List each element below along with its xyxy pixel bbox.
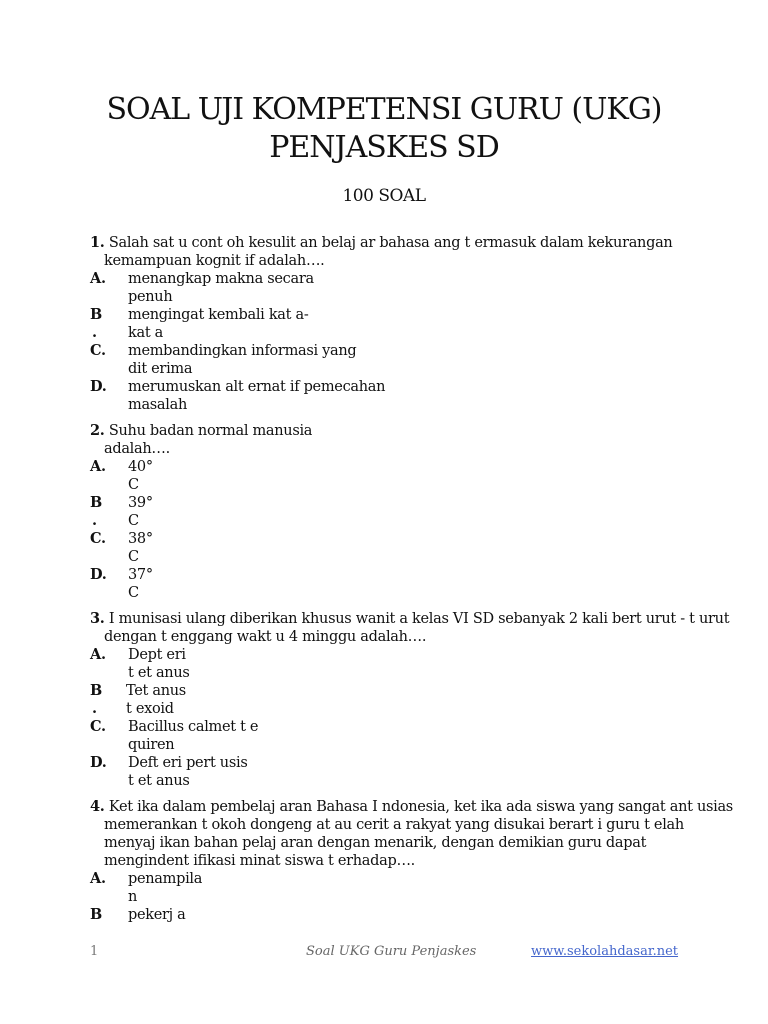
option-text: t et anus xyxy=(128,665,190,681)
page-title-line1: SOAL UJI KOMPETENSI GURU (UKG) xyxy=(106,92,662,127)
option-text: kat a xyxy=(128,325,164,341)
option-text: C xyxy=(128,549,139,565)
option-letter: B xyxy=(90,682,102,699)
question-text: menyaj ikan bahan pelaj aran dengan menarik, dengan demikian guru dapat xyxy=(104,835,647,851)
question-text: Salah sat u cont oh kesulit an belaj ar bahasa ang t ermasuk dalam kekurangan xyxy=(108,235,673,251)
option-text: C xyxy=(128,513,139,529)
option-letter: D. xyxy=(90,754,107,771)
question-1 xyxy=(90,234,672,270)
question-text: Suhu badan normal manusia xyxy=(108,423,313,439)
option-text: t exoid xyxy=(126,701,174,717)
page-title-line2: PENJASKES SD xyxy=(269,130,499,165)
option-letter-dot: . xyxy=(92,700,97,717)
question-text: adalah…. xyxy=(104,441,170,457)
option-text: 40° xyxy=(128,459,153,475)
option-text: Dept eri xyxy=(128,647,186,663)
option-letter-dot: . xyxy=(92,512,97,529)
question-3 xyxy=(90,610,729,646)
option-text: n xyxy=(128,889,138,905)
question-text: Ket ika dalam pembelaj aran Bahasa I ndonesia, ket ika ada siswa yang sangat ant usias xyxy=(108,799,733,815)
question-text: I munisasi ulang diberikan khusus wanit a kelas VI SD sebanyak 2 kali bert urut - t urut xyxy=(108,611,730,627)
question-text: mengindent ifikasi minat siswa t erhadap…. xyxy=(104,853,415,869)
option-text: C xyxy=(128,477,139,493)
option-text: masalah xyxy=(128,397,188,413)
option-text: mengingat kembali kat a- xyxy=(128,307,309,323)
footer-title: Soal UKG Guru Penjaskes xyxy=(306,944,477,959)
option-text: pekerj a xyxy=(128,907,186,923)
option-text: menangkap makna secara xyxy=(128,271,314,287)
option-letter: D. xyxy=(90,566,107,583)
option-text: dit erima xyxy=(128,361,193,377)
option-text: 37° xyxy=(128,567,153,583)
question-number: 3. xyxy=(90,610,105,627)
option-text: penampila xyxy=(128,871,203,887)
page-number: 1 xyxy=(90,944,99,959)
option-letter: A. xyxy=(90,646,106,663)
option-text: quiren xyxy=(128,737,175,753)
option-letter: A. xyxy=(90,870,106,887)
option-letter: C. xyxy=(90,718,106,735)
question-number: 2. xyxy=(90,422,105,439)
option-letter: B xyxy=(90,306,102,323)
option-letter: B xyxy=(90,494,102,511)
option-text: 38° xyxy=(128,531,153,547)
option-letter: A. xyxy=(90,270,106,287)
option-letter: C. xyxy=(90,342,106,359)
option-text: Tet anus xyxy=(126,683,186,699)
option-text: merumuskan alt ernat if pemecahan xyxy=(128,379,386,395)
option-letter: C. xyxy=(90,530,106,547)
option-letter: A. xyxy=(90,458,106,475)
option-text: t et anus xyxy=(128,773,190,789)
question-text: memerankan t okoh dongeng at au cerit a rakyat yang disukai berart i guru t elah xyxy=(104,817,684,833)
option-text: 39° xyxy=(128,495,153,511)
option-text: Deft eri pert usis xyxy=(128,755,248,771)
question-4 xyxy=(90,798,733,870)
option-text: C xyxy=(128,585,139,601)
page-subtitle: 100 SOAL xyxy=(342,186,426,206)
question-number: 4. xyxy=(90,798,105,815)
option-letter-dot: . xyxy=(92,324,97,341)
option-text: Bacillus calmet t e xyxy=(128,719,259,735)
option-text: penuh xyxy=(128,289,173,305)
option-text: membandingkan informasi yang xyxy=(128,343,357,359)
option-letter: D. xyxy=(90,378,107,395)
option-letter: B xyxy=(90,906,102,923)
question-text: kemampuan kognit if adalah…. xyxy=(104,253,325,269)
question-2 xyxy=(90,422,312,458)
question-number: 1. xyxy=(90,234,105,251)
question-text: dengan t enggang wakt u 4 minggu adalah…. xyxy=(104,629,427,645)
footer-link[interactable]: www.sekolahdasar.net xyxy=(531,944,679,959)
